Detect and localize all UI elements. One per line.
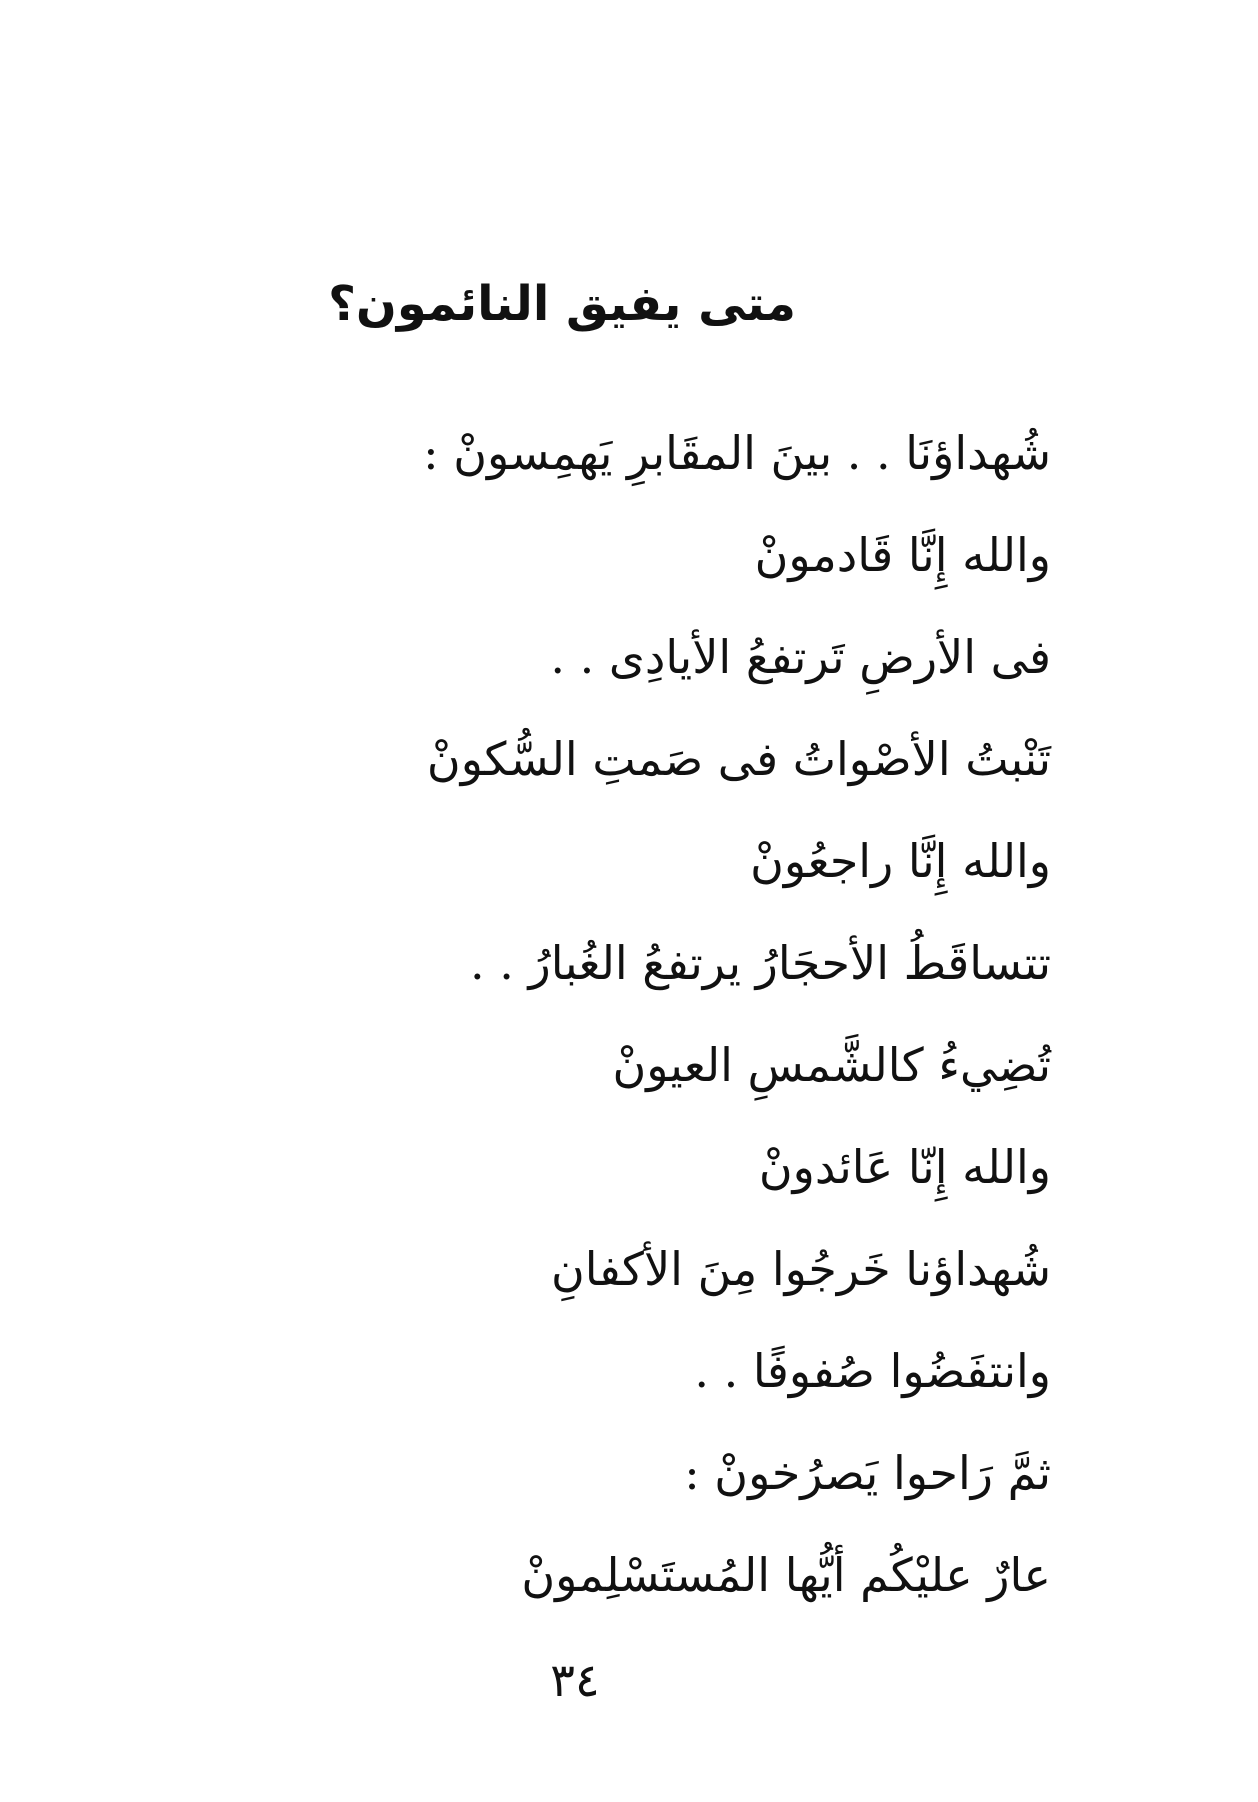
poem-line-11: ثمَّ رَاحوا يَصرُخونْ : xyxy=(684,1446,1051,1500)
poem-title: متى يفيق النائمون؟ xyxy=(328,276,796,332)
poem-line-2: والله إِنَّا قَادمونْ xyxy=(754,528,1051,582)
poem-line-7: تُضِيءُ كالشَّمسِ العيونْ xyxy=(612,1038,1051,1092)
poem-line-5: والله إِنَّا راجعُونْ xyxy=(750,834,1051,888)
poem-body xyxy=(423,402,1051,1626)
poem-line-8: والله إِنّا عَائدونْ xyxy=(758,1140,1051,1194)
poem-line-9: شُهداؤنا خَرجُوا مِنَ الأكفانِ xyxy=(550,1242,1051,1296)
poem-line-1: شُهداؤنَا . . بينَ المقَابرِ يَهمِسونْ : xyxy=(423,426,1051,480)
poem-line-4: تَنْبتُ الأصْواتُ فى صَمتِ السُّكونْ xyxy=(426,732,1051,786)
poem-line-10: وانتفَضُوا صُفوفًا . . xyxy=(694,1344,1051,1398)
poem-line-12: عارٌ عليْكُم أيُّها المُستَسْلِمونْ xyxy=(521,1548,1051,1602)
poem-line-3: فى الأرضِ تَرتفعُ الأيادِى . . xyxy=(550,630,1051,684)
poem-line-6: تتساقَطُ الأحجَارُ يرتفعُ الغُبارُ . . xyxy=(470,936,1051,990)
page-number: ٣٤ xyxy=(550,1653,600,1707)
